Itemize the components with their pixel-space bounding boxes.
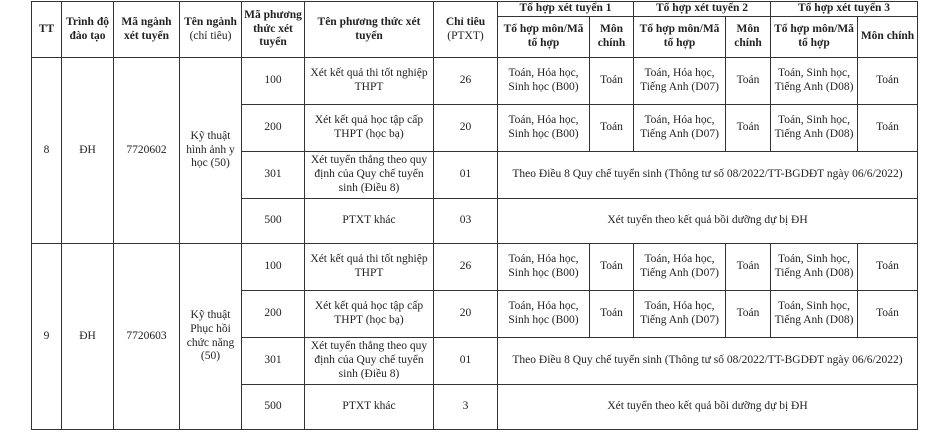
header-chi-tieu-text: Chỉ tiêu (PTXT) — [445, 15, 486, 42]
cell-ma-phuong-thuc: 301 — [242, 338, 305, 385]
cell-ma-nganh: 7720602 — [114, 58, 180, 244]
header-to-hop-mon-2: Tổ hợp môn/Mã tổ hợp — [634, 17, 726, 58]
cell-trinh-do: ĐH — [62, 58, 114, 244]
cell-tt: 9 — [32, 244, 62, 430]
header-to-hop-mon-1: Tổ hợp môn/Mã tổ hợp — [498, 17, 590, 58]
header-to-hop-mon-3: Tổ hợp môn/Mã tổ hợp — [771, 17, 858, 58]
cell-to-hop-2: Toán, Hóa học, Tiếng Anh (D07) — [634, 105, 726, 152]
cell-ma-phuong-thuc: 200 — [242, 291, 305, 338]
cell-to-hop-1: Toán, Hóa học, Sinh học (B00) — [498, 58, 590, 105]
cell-ten-nganh: Kỹ thuật hình ảnh y học (50) — [180, 58, 242, 244]
cell-to-hop-2: Toán, Hóa học, Tiếng Anh (D07) — [634, 58, 726, 105]
header-to-hop-3: Tổ hợp xét tuyển 3 — [771, 2, 918, 17]
header-trinh-do: Trình độ đào tạo — [62, 2, 114, 58]
cell-note: Xét tuyển theo kết quả bồi dưỡng dự bị ĐH — [498, 385, 918, 430]
cell-ten-phuong-thuc: Xét kết quả thi tốt nghiệp THPT — [305, 244, 434, 291]
cell-to-hop-1: Toán, Hóa học, Sinh học (B00) — [498, 105, 590, 152]
cell-mon-chinh-3: Toán — [858, 58, 918, 105]
cell-chi-tieu: 3 — [434, 385, 498, 430]
cell-ma-phuong-thuc: 500 — [242, 385, 305, 430]
cell-mon-chinh-2: Toán — [726, 105, 771, 152]
cell-to-hop-3: Toán, Sinh học, Tiếng Anh (D08) — [771, 58, 858, 105]
header-to-hop-2: Tổ hợp xét tuyển 2 — [634, 2, 771, 17]
cell-to-hop-3: Toán, Sinh học, Tiếng Anh (D08) — [771, 244, 858, 291]
cell-ma-phuong-thuc: 100 — [242, 58, 305, 105]
cell-chi-tieu: 26 — [434, 244, 498, 291]
header-ten-nganh — [180, 2, 242, 58]
cell-chi-tieu: 20 — [434, 105, 498, 152]
cell-ten-phuong-thuc: Xét kết quả thi tốt nghiệp THPT — [305, 58, 434, 105]
cell-to-hop-1: Toán, Hóa học, Sinh học (B00) — [498, 291, 590, 338]
header-chi-tieu — [434, 2, 498, 58]
cell-to-hop-3: Toán, Sinh học, Tiếng Anh (D08) — [771, 291, 858, 338]
cell-trinh-do: ĐH — [62, 244, 114, 430]
header-to-hop-1: Tổ hợp xét tuyển 1 — [498, 2, 634, 17]
cell-to-hop-1: Toán, Hóa học, Sinh học (B00) — [498, 244, 590, 291]
cell-to-hop-2: Toán, Hóa học, Tiếng Anh (D07) — [634, 244, 726, 291]
cell-mon-chinh-1: Toán — [590, 105, 634, 152]
cell-mon-chinh-3: Toán — [858, 244, 918, 291]
cell-note: Theo Điều 8 Quy chế tuyển sinh (Thông tư số 08/2022/TT-BGDĐT ngày 06/6/2022) — [498, 338, 918, 385]
admission-table-container — [31, 1, 918, 430]
cell-note: Xét tuyển theo kết quả bồi dưỡng dự bị ĐH — [498, 199, 918, 244]
cell-ten-phuong-thuc: PTXT khác — [305, 385, 434, 430]
header-mon-chinh-1: Môn chính — [590, 17, 634, 58]
header-mon-chinh-2: Môn chính — [726, 17, 771, 58]
cell-ten-phuong-thuc: Xét tuyển thẳng theo quy định của Quy chế tuyển sinh (Điều 8) — [305, 338, 434, 385]
cell-ma-phuong-thuc: 200 — [242, 105, 305, 152]
cell-chi-tieu: 20 — [434, 291, 498, 338]
cell-chi-tieu: 01 — [434, 338, 498, 385]
cell-chi-tieu: 03 — [434, 199, 498, 244]
cell-mon-chinh-3: Toán — [858, 105, 918, 152]
cell-ten-phuong-thuc: Xét tuyển thẳng theo quy định của Quy chế tuyển sinh (Điều 8) — [305, 152, 434, 199]
header-row-1 — [32, 2, 918, 17]
header-ten-phuong-thuc: Tên phương thức xét tuyển — [305, 2, 434, 58]
admission-table — [31, 1, 918, 430]
cell-mon-chinh-2: Toán — [726, 291, 771, 338]
cell-tt: 8 — [32, 58, 62, 244]
cell-mon-chinh-3: Toán — [858, 291, 918, 338]
cell-mon-chinh-2: Toán — [726, 244, 771, 291]
cell-mon-chinh-2: Toán — [726, 58, 771, 105]
cell-chi-tieu: 01 — [434, 152, 498, 199]
table-row — [32, 58, 918, 105]
cell-ten-phuong-thuc: Xét kết quả học tập cấp THPT (học bạ) — [305, 105, 434, 152]
cell-to-hop-3: Toán, Sinh học, Tiếng Anh (D08) — [771, 105, 858, 152]
cell-ma-phuong-thuc: 100 — [242, 244, 305, 291]
header-tt: TT — [32, 2, 62, 58]
cell-ma-phuong-thuc: 301 — [242, 152, 305, 199]
cell-ten-phuong-thuc: Xét kết quả học tập cấp THPT (học bạ) — [305, 291, 434, 338]
cell-to-hop-2: Toán, Hóa học, Tiếng Anh (D07) — [634, 291, 726, 338]
cell-mon-chinh-1: Toán — [590, 291, 634, 338]
header-ma-nganh: Mã ngành xét tuyển — [114, 2, 180, 58]
cell-ten-nganh: Kỹ thuật Phục hồi chức năng (50) — [180, 244, 242, 430]
header-ma-phuong-thuc: Mã phương thức xét tuyển — [242, 2, 305, 58]
cell-chi-tieu: 26 — [434, 58, 498, 105]
cell-ma-phuong-thuc: 500 — [242, 199, 305, 244]
cell-mon-chinh-1: Toán — [590, 244, 634, 291]
cell-mon-chinh-1: Toán — [590, 58, 634, 105]
header-ten-nganh-text: Tên ngành (chỉ tiêu) — [184, 15, 237, 42]
cell-note: Theo Điều 8 Quy chế tuyển sinh (Thông tư số 08/2022/TT-BGDĐT ngày 06/6/2022) — [498, 152, 918, 199]
table-row — [32, 244, 918, 291]
cell-ma-nganh: 7720603 — [114, 244, 180, 430]
cell-ten-phuong-thuc: PTXT khác — [305, 199, 434, 244]
header-mon-chinh-3: Môn chính — [858, 17, 918, 58]
